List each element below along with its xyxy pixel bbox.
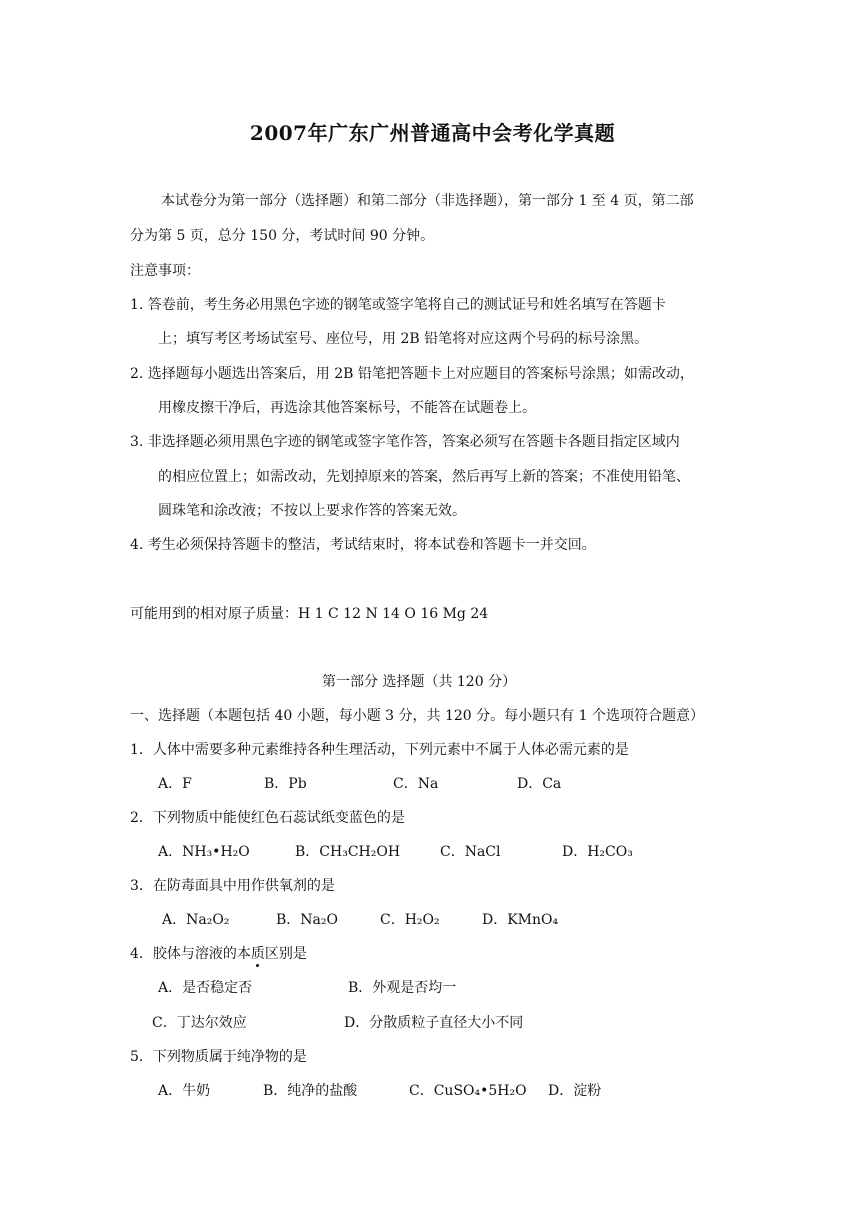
question-5-option-a: A．牛奶 <box>158 1083 211 1099</box>
question-4-stem-after: 区别是 <box>264 946 307 962</box>
section1-heading: 一、选择题（本题包括 40 小题，每小题 3 分，共 120 分。每小题只有 1 个选项符合题意） <box>130 708 704 724</box>
question-4-option-c: C．丁达尔效应 <box>152 1015 247 1031</box>
question-2-option-c: C．NaCl <box>440 844 501 860</box>
question-4-option-d: D．分散质粒子直径大小不同 <box>344 1015 524 1031</box>
question-3-option-c: C．H₂O₂ <box>380 912 440 928</box>
question-5-option-d: D．淀粉 <box>548 1083 602 1099</box>
question-3-option-b: B．Na₂O <box>276 912 338 928</box>
notice-2-line-1: 2. 选择题每小题选出答案后，用 2B 铅笔把答题卡上对应题目的答案标号涂黑；如需改动， <box>130 366 694 382</box>
question-5-option-c: C．CuSO₄•5H₂O <box>409 1083 527 1099</box>
question-1-stem: 1．人体中需要多种元素维持各种生理活动，下列元素中不属于人体必需元素的是 <box>130 742 629 758</box>
question-1-option-a: A．F <box>158 776 192 792</box>
notice-heading: 注意事项： <box>130 263 200 279</box>
question-3-option-d: D．KMnO₄ <box>482 912 559 928</box>
question-3-option-a: A．Na₂O₂ <box>162 912 230 928</box>
intro-line-1: 本试卷分为第一部分（选择题）和第二部分（非选择题），第一部分 1 至 4 页，第二部 <box>161 193 694 209</box>
notice-4-line-1: 4. 考生必须保持答题卡的整洁，考试结束时，将本试卷和答题卡一并交回。 <box>130 537 596 553</box>
question-2-option-b: B．CH₃CH₂OH <box>295 844 401 860</box>
question-4-option-b: B．外观是否均一 <box>348 980 457 996</box>
notice-3-line-3: 圆珠笔和涂改液；不按以上要求作答的答案无效。 <box>158 503 466 519</box>
question-2-option-d: D．H₂CO₃ <box>562 844 633 860</box>
intro-line-2: 分为第 5 页，总分 150 分，考试时间 90 分钟。 <box>130 228 435 244</box>
notice-2-line-2: 用橡皮擦干净后，再选涂其他答案标号，不能答在试题卷上。 <box>158 400 536 416</box>
question-4-stem-before: 4．胶体与溶液的本 <box>130 946 251 962</box>
notice-3-line-1: 3. 非选择题必须用黑色字迹的钢笔或签字笔作答，答案必须写在答题卡各题目指定区域内 <box>130 434 680 450</box>
question-4-option-a: A．是否稳定否 <box>158 980 253 996</box>
question-1-option-b: B．Pb <box>264 776 307 792</box>
notice-1-line-2: 上；填写考区考场试室号、座位号，用 2B 铅笔将对应这两个号码的标号涂黑。 <box>158 331 649 347</box>
question-2-stem: 2．下列物质中能使红色石蕊试纸变蓝色的是 <box>130 810 405 826</box>
notice-3-line-2: 的相应位置上；如需改动，先划掉原来的答案，然后再写上新的答案；不准使用铅笔、 <box>158 469 690 485</box>
question-1-option-d: D．Ca <box>517 776 562 792</box>
question-4-emphasis-char: 质 <box>250 946 265 962</box>
question-5-stem: 5．下列物质属于纯净物的是 <box>130 1049 307 1065</box>
question-3-stem: 3．在防毒面具中用作供氧剂的是 <box>130 878 335 894</box>
page-title: 2007年广东广州普通高中会考化学真题 <box>249 121 616 145</box>
question-5-option-b: B．纯净的盐酸 <box>263 1083 358 1099</box>
notice-1-line-1: 1. 答卷前，考生务必用黑色字迹的钢笔或签字笔将自己的测试证号和姓名填写在答题卡 <box>130 297 666 313</box>
part1-heading: 第一部分 选择题（共 120 分） <box>322 674 517 690</box>
question-4-stem <box>130 944 307 964</box>
atomic-mass-line: 可能用到的相对原子质量：H 1 C 12 N 14 O 16 Mg 24 <box>130 606 489 622</box>
question-1-option-c: C．Na <box>393 776 439 792</box>
question-2-option-a: A．NH₃•H₂O <box>158 844 250 860</box>
